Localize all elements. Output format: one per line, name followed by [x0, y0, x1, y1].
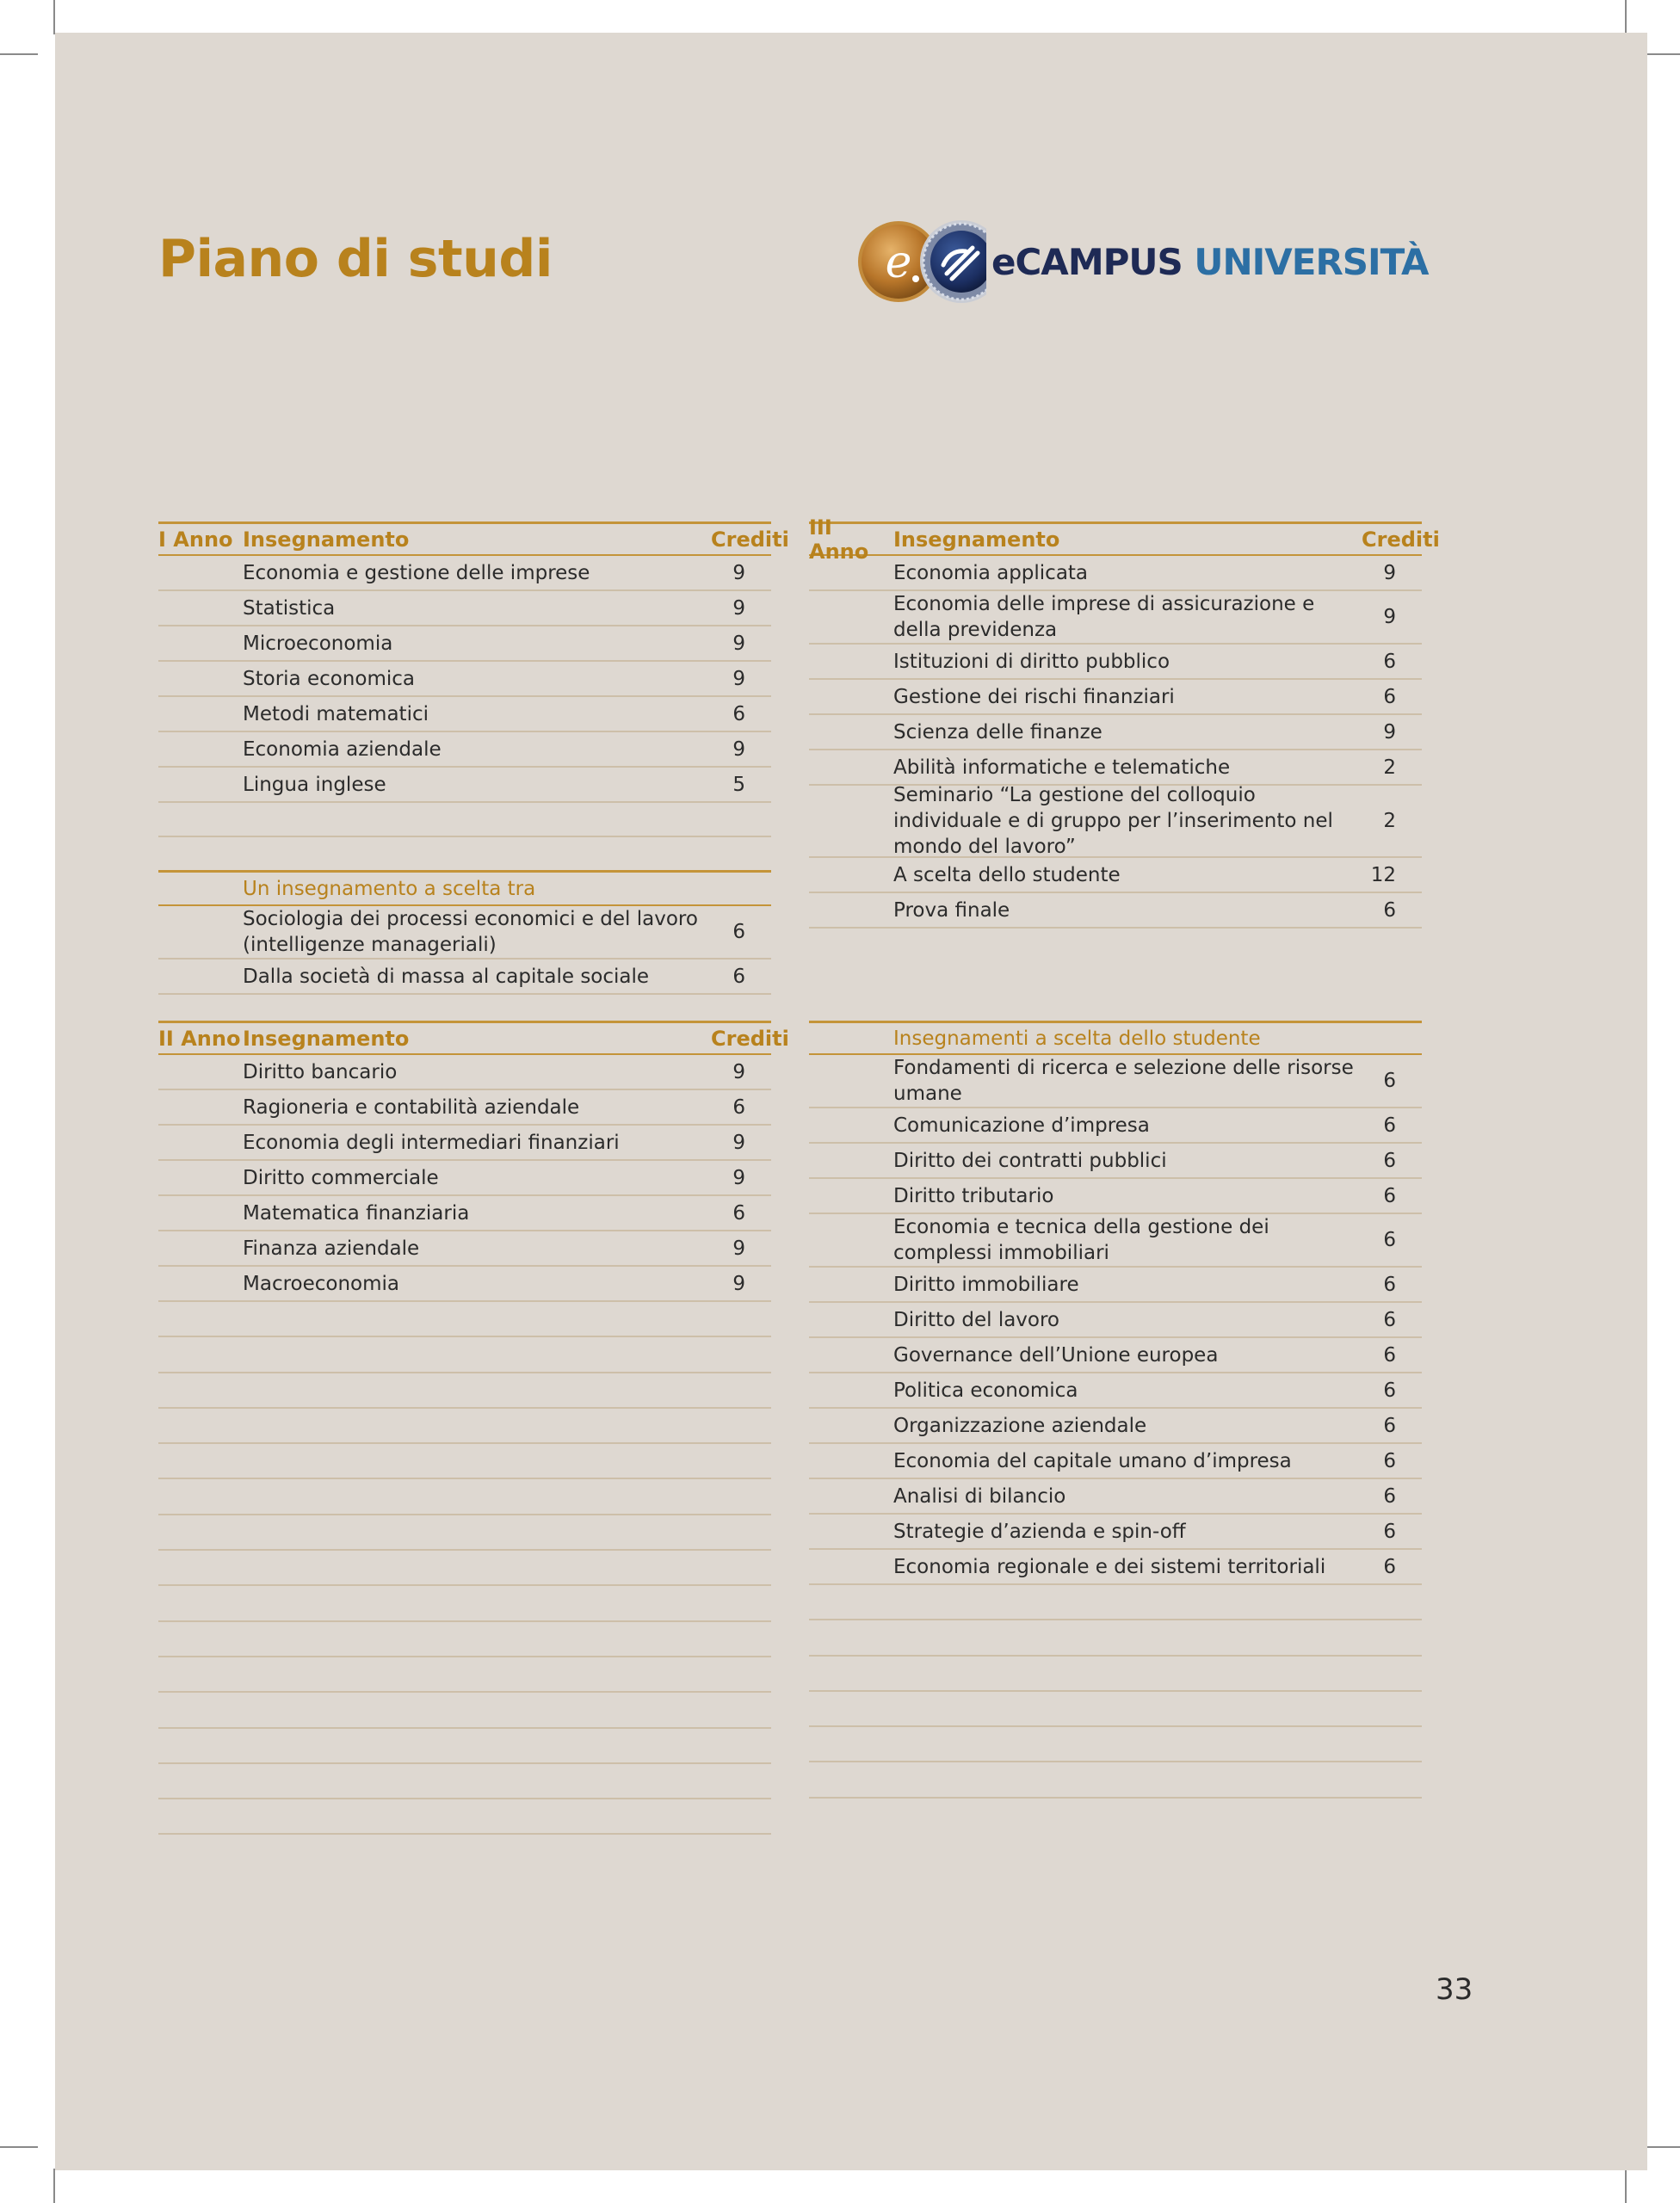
crop-mark: [1625, 2169, 1627, 2203]
course-credits: 6: [1383, 1070, 1396, 1092]
course-header: Insegnamento: [243, 1026, 410, 1051]
crop-mark: [0, 2146, 38, 2148]
course-name: Finanza aziendale: [243, 1237, 420, 1260]
course-name: Matematica finanziaria: [243, 1201, 470, 1225]
ecampus-emblem-icon: [857, 215, 986, 310]
course-name: Gestione dei rischi finanziari: [893, 685, 1175, 708]
blank-row: [158, 1693, 771, 1728]
course-name: Istituzioni di diritto pubblico: [893, 650, 1170, 673]
electives-header: [809, 1021, 1422, 1055]
course-credits: 6: [732, 921, 745, 943]
course-name: Diritto del lavoro: [893, 1308, 1060, 1331]
course-name: Ragioneria e contabilità aziendale: [243, 1095, 580, 1119]
blank-row: [158, 1551, 771, 1586]
course-name: Dalla società di massa al capitale sociale: [243, 965, 650, 988]
course-name: Comunicazione d’impresa: [893, 1114, 1150, 1137]
blank-row: [158, 1373, 771, 1409]
course-name: Diritto tributario: [893, 1184, 1054, 1207]
blank-row: [158, 1799, 771, 1835]
course-credits: 6: [732, 1095, 745, 1119]
table-row: [809, 1338, 1422, 1373]
course-name: Economia regionale e dei sistemi territoriali: [893, 1555, 1326, 1578]
course-name: Fondamenti di ricerca e selezione delle risorse umane: [893, 1057, 1354, 1105]
table-row: [158, 1231, 771, 1267]
blank-row: [809, 1620, 1422, 1656]
course-credits: 9: [732, 1166, 745, 1189]
course-credits: 9: [1383, 606, 1396, 628]
blank-row: [158, 1729, 771, 1764]
course-credits: 9: [732, 737, 745, 761]
course-credits: 5: [732, 773, 745, 796]
course-credits: 6: [732, 1201, 745, 1225]
year1-header: [158, 521, 789, 556]
year3-table: [809, 515, 1440, 929]
svg-text:e: e: [885, 237, 912, 288]
course-credits: 9: [732, 632, 745, 655]
course-name: Prova finale: [893, 898, 1010, 922]
logo-brand: eCAMPUS: [991, 241, 1183, 283]
page-title: Piano di studi: [158, 229, 553, 289]
course-name: Sociologia dei processi economici e del lavoro (intelligenze manageriali): [243, 908, 698, 956]
crop-mark: [1625, 0, 1627, 34]
course-name: Statistica: [243, 596, 336, 620]
electives-table: [809, 1021, 1422, 1799]
blank-row: [809, 1657, 1422, 1692]
blank-row: [158, 1515, 771, 1551]
course-credits: 9: [1383, 720, 1396, 744]
ecampus-logo: [857, 215, 1477, 310]
course-credits: 6: [732, 702, 745, 725]
course-credits: 6: [1383, 685, 1396, 708]
course-name: Diritto immobiliare: [893, 1273, 1079, 1296]
course-credits: 9: [732, 1060, 745, 1083]
table-row: [809, 1303, 1422, 1338]
blank-row: [158, 1444, 771, 1479]
table-row: [158, 591, 771, 626]
course-credits: 6: [1383, 1308, 1396, 1331]
blank-row: [809, 1585, 1422, 1620]
table-row: [158, 556, 771, 591]
blank-row: [158, 1337, 771, 1373]
course-name: Diritto bancario: [243, 1060, 398, 1083]
crop-mark: [1644, 53, 1680, 55]
course-credits: 6: [1383, 1273, 1396, 1296]
table-row: [809, 750, 1422, 786]
blank-row: [158, 1622, 771, 1657]
crop-mark: [53, 2169, 55, 2203]
course-name: Politica economica: [893, 1379, 1078, 1402]
course-credits: 9: [732, 596, 745, 620]
blank-row: [809, 1727, 1422, 1762]
table-row: [809, 1144, 1422, 1179]
blank-row: [158, 1764, 771, 1799]
year3-header: [809, 515, 1440, 564]
course-credits: 2: [1383, 810, 1396, 832]
course-credits: 6: [1383, 1484, 1396, 1508]
course-header: Insegnamento: [243, 527, 410, 552]
crop-mark: [0, 53, 38, 55]
course-credits: 6: [732, 965, 745, 988]
blank-row: [158, 1586, 771, 1621]
credits-header: Crediti: [711, 1026, 789, 1051]
year2-blank-rows: [158, 1302, 771, 1835]
course-credits: 6: [1383, 1229, 1396, 1251]
course-credits: 6: [1383, 1184, 1396, 1207]
year1-choice-rows: [158, 906, 771, 995]
course-credits: 6: [1383, 1149, 1396, 1172]
spacer: [158, 837, 771, 870]
table-row: [809, 680, 1422, 715]
course-name: Organizzazione aziendale: [893, 1414, 1147, 1437]
course-credits: 6: [1383, 1449, 1396, 1472]
course-credits: 9: [732, 667, 745, 690]
course-name: Strategie d’azienda e spin-off: [893, 1520, 1186, 1543]
table-row: [809, 591, 1422, 645]
course-name: Microeconomia: [243, 632, 393, 655]
course-header: Insegnamento: [893, 527, 1060, 552]
table-row: [158, 1126, 771, 1161]
course-name: Economia e tecnica della gestione dei complessi immobiliari: [893, 1216, 1269, 1264]
course-name: Scienza delle finanze: [893, 720, 1102, 744]
page-number: 33: [1436, 1972, 1473, 2007]
blank-row: [809, 1762, 1422, 1798]
course-name: Economia delle imprese di assicurazione e della previdenza: [893, 593, 1315, 641]
course-name: Economia del capitale umano d’impresa: [893, 1449, 1292, 1472]
table-row: [809, 1550, 1422, 1585]
year1-rows: [158, 556, 771, 803]
course-credits: 6: [1383, 1114, 1396, 1137]
year-label: III Anno: [809, 515, 869, 564]
table-row: [158, 1055, 771, 1090]
course-name: Abilità informatiche e telematiche: [893, 756, 1231, 779]
blank-row: [158, 1302, 771, 1337]
blank-row: [158, 1409, 771, 1444]
table-row: [809, 1055, 1422, 1108]
course-name: Economia applicata: [893, 561, 1089, 584]
course-credits: 6: [1383, 1414, 1396, 1437]
course-name: Diritto dei contratti pubblici: [893, 1149, 1167, 1172]
table-row: [809, 786, 1422, 858]
table-row: [158, 626, 771, 662]
course-name: Diritto commerciale: [243, 1166, 439, 1189]
table-row: [809, 1444, 1422, 1479]
table-row: [809, 1108, 1422, 1144]
table-row: [809, 1179, 1422, 1214]
course-credits: 6: [1383, 650, 1396, 673]
logo-university: UNIVERSITÀ: [1194, 241, 1429, 283]
course-name: Metodi matematici: [243, 702, 429, 725]
table-row: [158, 1090, 771, 1126]
course-name: Analisi di bilancio: [893, 1484, 1066, 1508]
electives-rows: [809, 1055, 1422, 1585]
course-credits: 9: [732, 561, 745, 584]
blank-row: [158, 1479, 771, 1515]
table-row: [158, 1267, 771, 1302]
filler-row: [158, 803, 771, 837]
credits-header: Crediti: [711, 527, 789, 552]
course-credits: 12: [1370, 863, 1396, 886]
year-label: I Anno: [158, 527, 233, 552]
table-row: [809, 1515, 1422, 1550]
course-name: Lingua inglese: [243, 773, 386, 796]
course-credits: 9: [732, 1272, 745, 1295]
electives-blank-rows: [809, 1585, 1422, 1799]
table-row: [809, 1409, 1422, 1444]
table-row: [158, 697, 771, 732]
year-label: II Anno: [158, 1026, 241, 1051]
course-name: Storia economica: [243, 667, 415, 690]
table-row: [809, 715, 1422, 750]
year3-rows: [809, 556, 1422, 929]
choice-title: Un insegnamento a scelta tra: [243, 877, 536, 900]
table-row: [158, 768, 771, 803]
course-credits: 6: [1383, 1343, 1396, 1367]
table-row: [158, 732, 771, 768]
table-row: [809, 1268, 1422, 1303]
year2-rows: [158, 1055, 771, 1302]
page: [55, 33, 1647, 2170]
table-row: [809, 858, 1422, 893]
course-name: Economia aziendale: [243, 737, 442, 761]
course-credits: 9: [732, 1131, 745, 1154]
course-credits: 9: [732, 1237, 745, 1260]
table-row: [809, 893, 1422, 929]
table-row: [809, 645, 1422, 680]
crop-mark: [1644, 2146, 1680, 2148]
table-row: [809, 556, 1422, 591]
crop-mark: [53, 0, 55, 34]
course-credits: 6: [1383, 1379, 1396, 1402]
blank-row: [158, 1657, 771, 1693]
table-row: [158, 1196, 771, 1231]
table-row: [158, 1161, 771, 1196]
ecampus-wordmark: [991, 241, 1429, 283]
course-name: Macroeconomia: [243, 1272, 400, 1295]
blank-row: [809, 1692, 1422, 1727]
table-row: [809, 1479, 1422, 1515]
course-name: Economia e gestione delle imprese: [243, 561, 590, 584]
course-name: A scelta dello studente: [893, 863, 1121, 886]
course-name: Economia degli intermediari finanziari: [243, 1131, 620, 1154]
course-credits: 9: [1383, 561, 1396, 584]
table-row: [809, 1373, 1422, 1409]
course-credits: 2: [1383, 756, 1396, 779]
year1-choice-header: [158, 870, 771, 906]
electives-title: Insegnamenti a scelta dello studente: [893, 1027, 1261, 1050]
course-name: Governance dell’Unione europea: [893, 1343, 1219, 1367]
table-row: [158, 906, 771, 960]
credits-header: Crediti: [1362, 527, 1440, 552]
table-row: [809, 1214, 1422, 1268]
year2-header: [158, 1021, 789, 1055]
course-name: Seminario “La gestione del colloquio individuale e di gruppo per l’inserimento nel mondo del lavoro”: [893, 784, 1333, 858]
year2-table: [158, 1021, 789, 1835]
table-row: [158, 662, 771, 697]
year1-table: [158, 521, 789, 995]
table-row: [158, 960, 771, 995]
course-credits: 6: [1383, 1555, 1396, 1578]
course-credits: 6: [1383, 1520, 1396, 1543]
course-credits: 6: [1383, 898, 1396, 922]
